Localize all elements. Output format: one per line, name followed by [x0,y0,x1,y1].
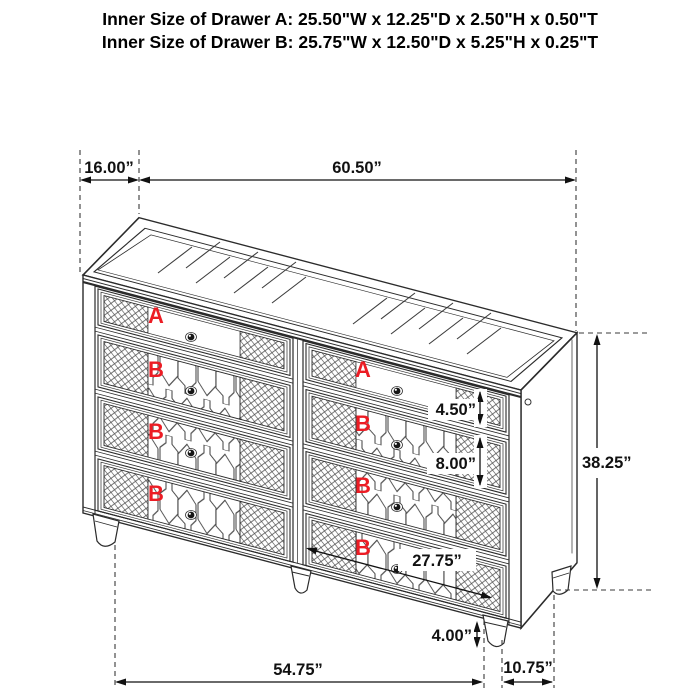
dim-label-leg-height: 4.00” [431,627,472,645]
dim-label-overall-height: 38.25” [582,454,632,472]
knob-icon [186,387,197,396]
dim-leg-height [427,621,481,648]
side-panel-dot [525,399,531,405]
label-left-drawer-b2: B [148,419,164,444]
dim-label-top-width: 60.50” [332,159,382,177]
label-right-drawer-a: A [355,357,371,382]
knob-icon [392,387,403,396]
dim-label-drawer-width: 27.75” [412,552,462,570]
label-left-drawer-b3: B [148,481,164,506]
dim-base-depth [503,659,553,686]
knob-icon [186,449,197,458]
drawer-b-inner-size-text: Inner Size of Drawer B: 25.75"W x 12.50"D x 5.25"H x 0.25"T [101,32,599,52]
knob-icon [392,441,403,450]
label-left-drawer-b1: B [148,357,164,382]
knob-icon [186,511,197,520]
front-right-leg [483,615,508,647]
dim-label-top-depth: 16.00” [84,159,134,177]
knob-icon [392,503,403,512]
label-right-drawer-b3: B [355,535,371,560]
knob-icon [186,333,197,342]
label-right-drawer-b1: B [355,411,371,436]
dim-base-width [115,661,483,686]
front-center-leg [291,566,311,593]
label-right-drawer-b2: B [355,473,371,498]
dim-label-drawer-b-height: 8.00” [435,455,476,473]
dim-label-base-width: 54.75” [273,661,323,679]
dim-overall-height [582,334,632,589]
label-left-drawer-a: A [148,303,164,328]
dim-top-width [139,159,576,184]
dim-top-depth [80,159,139,184]
drawer-a-inner-size-text: Inner Size of Drawer A: 25.50"W x 12.25"D x 2.50"H x 0.50"T [102,9,598,29]
dim-label-base-depth: 10.75” [503,659,553,677]
dim-label-drawer-a-height: 4.50” [435,401,476,419]
